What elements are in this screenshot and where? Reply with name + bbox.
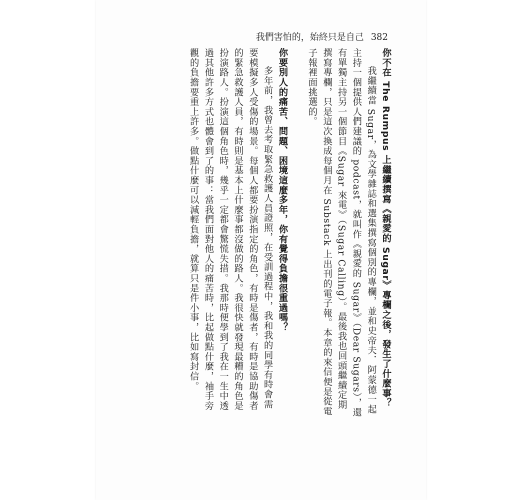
running-head-title: 我們害怕的，始終只是自己 [255, 33, 364, 43]
vertical-text-body [152, 48, 392, 418]
page-number: 382 [370, 33, 388, 43]
section-paragraph-2: 多年前，我曾去考取緊急救護人員證照，在受訓過程中，我和我的同學有時會需要模擬多人受傷的場景。每個人都要扮演指定的角色，有時是傷者，有時是協助傷者的緊急救護人員，有時則是基本上什麼事都沒做的路人。我很快就發現最糟的角色是扮演路人。扮演這個角色時，幾乎一定都會驚慌失措。我那時便學到了我在一生中透過其他許多方式也體會到了的事：當我們面對他人的痛苦時，比起做點什麼，袖手旁觀的負擔要重上許多。做點什麼可以減輕負擔，就算只是件小事，比如寫封信。 [187, 48, 273, 411]
section-heading-1: 你不在 The Rumpus 上繼續撰寫《親愛的 Sugar》專欄之後，發生了什麼事？ [380, 48, 391, 408]
section-heading-2: 你要別人的痛苦、問題、困境這麼多年，你有覺得負擔很重過嗎？ [276, 48, 288, 333]
running-head [256, 30, 388, 43]
book-page [96, 0, 426, 500]
section-paragraph-1: 我繼續當 Sugar，為文學雜誌和選集撰寫個別的專欄，並和史帝夫．阿蒙德一起主持一個提供人們建議的 podcast，就叫作《親愛的 Sugar》（Dear Sugars），還有單獨主持另一個節目《Sugar 來電》（Sugar Calling）。最後我也回頭繼續定期撰寫專欄，只是這次換成每個月在 Substack 上出刊的電子報。本章的來信便是從電子報裡面挑選的。 [306, 48, 377, 418]
